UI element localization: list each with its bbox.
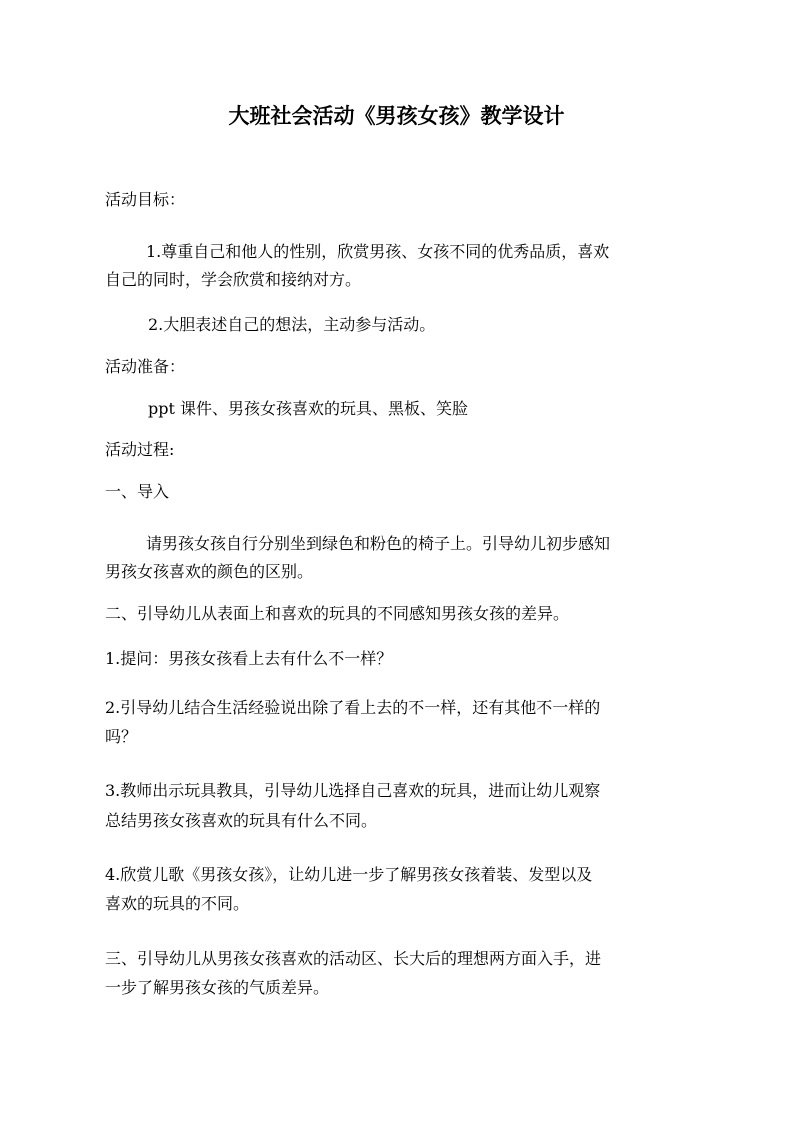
section-3-line-2: 一步了解男孩女孩的气质差异。 — [105, 978, 330, 997]
prep-items: ppt 课件、男孩女孩喜欢的玩具、黑板、笑脸 — [148, 399, 469, 418]
item-1: 1.提问：男孩女孩看上去有什么不一样？ — [105, 649, 393, 668]
section-3-line-1: 三、引导幼儿从男孩女孩喜欢的活动区、长大后的理想两方面入手，进 — [105, 949, 602, 968]
goal-1-line-2: 自己的同时，学会欣赏和接纳对方。 — [105, 270, 362, 289]
item-2-line-2: 吗？ — [105, 727, 138, 746]
section-1-line-1: 请男孩女孩自行分别坐到绿色和粉色的椅子上。引导幼儿初步感知 — [146, 534, 611, 553]
item-3-line-2: 总结男孩女孩喜欢的玩具有什么不同。 — [105, 811, 378, 830]
heading-activity-goals: 活动目标： — [105, 190, 186, 209]
heading-activity-prep: 活动准备： — [105, 357, 186, 376]
section-1-heading: 一、导入 — [105, 482, 170, 501]
goal-2: 2.大胆表述自己的想法，主动参与活动。 — [148, 315, 436, 334]
item-4-line-1: 4.欣赏儿歌《男孩女孩》，让幼儿进一步了解男孩女孩着装、发型以及 — [105, 865, 593, 884]
heading-activity-process: 活动过程: — [105, 440, 175, 459]
item-3-line-1: 3.教师出示玩具教具，引导幼儿选择自己喜欢的玩具，进而让幼儿观察 — [105, 781, 601, 800]
goal-1-line-1: 1.尊重自己和他人的性别，欣赏男孩、女孩不同的优秀品质，喜欢 — [146, 242, 610, 261]
section-1-line-2: 男孩女孩喜欢的颜色的区别。 — [105, 562, 314, 581]
item-4-line-2: 喜欢的玩具的不同。 — [105, 894, 250, 913]
document-title: 大班社会活动《男孩女孩》教学设计 — [228, 103, 565, 128]
section-2-heading: 二、引导幼儿从表面上和喜欢的玩具的不同感知男孩女孩的差异。 — [105, 604, 570, 623]
item-2-line-1: 2.引导幼儿结合生活经验说出除了看上去的不一样，还有其他不一样的 — [105, 698, 601, 717]
